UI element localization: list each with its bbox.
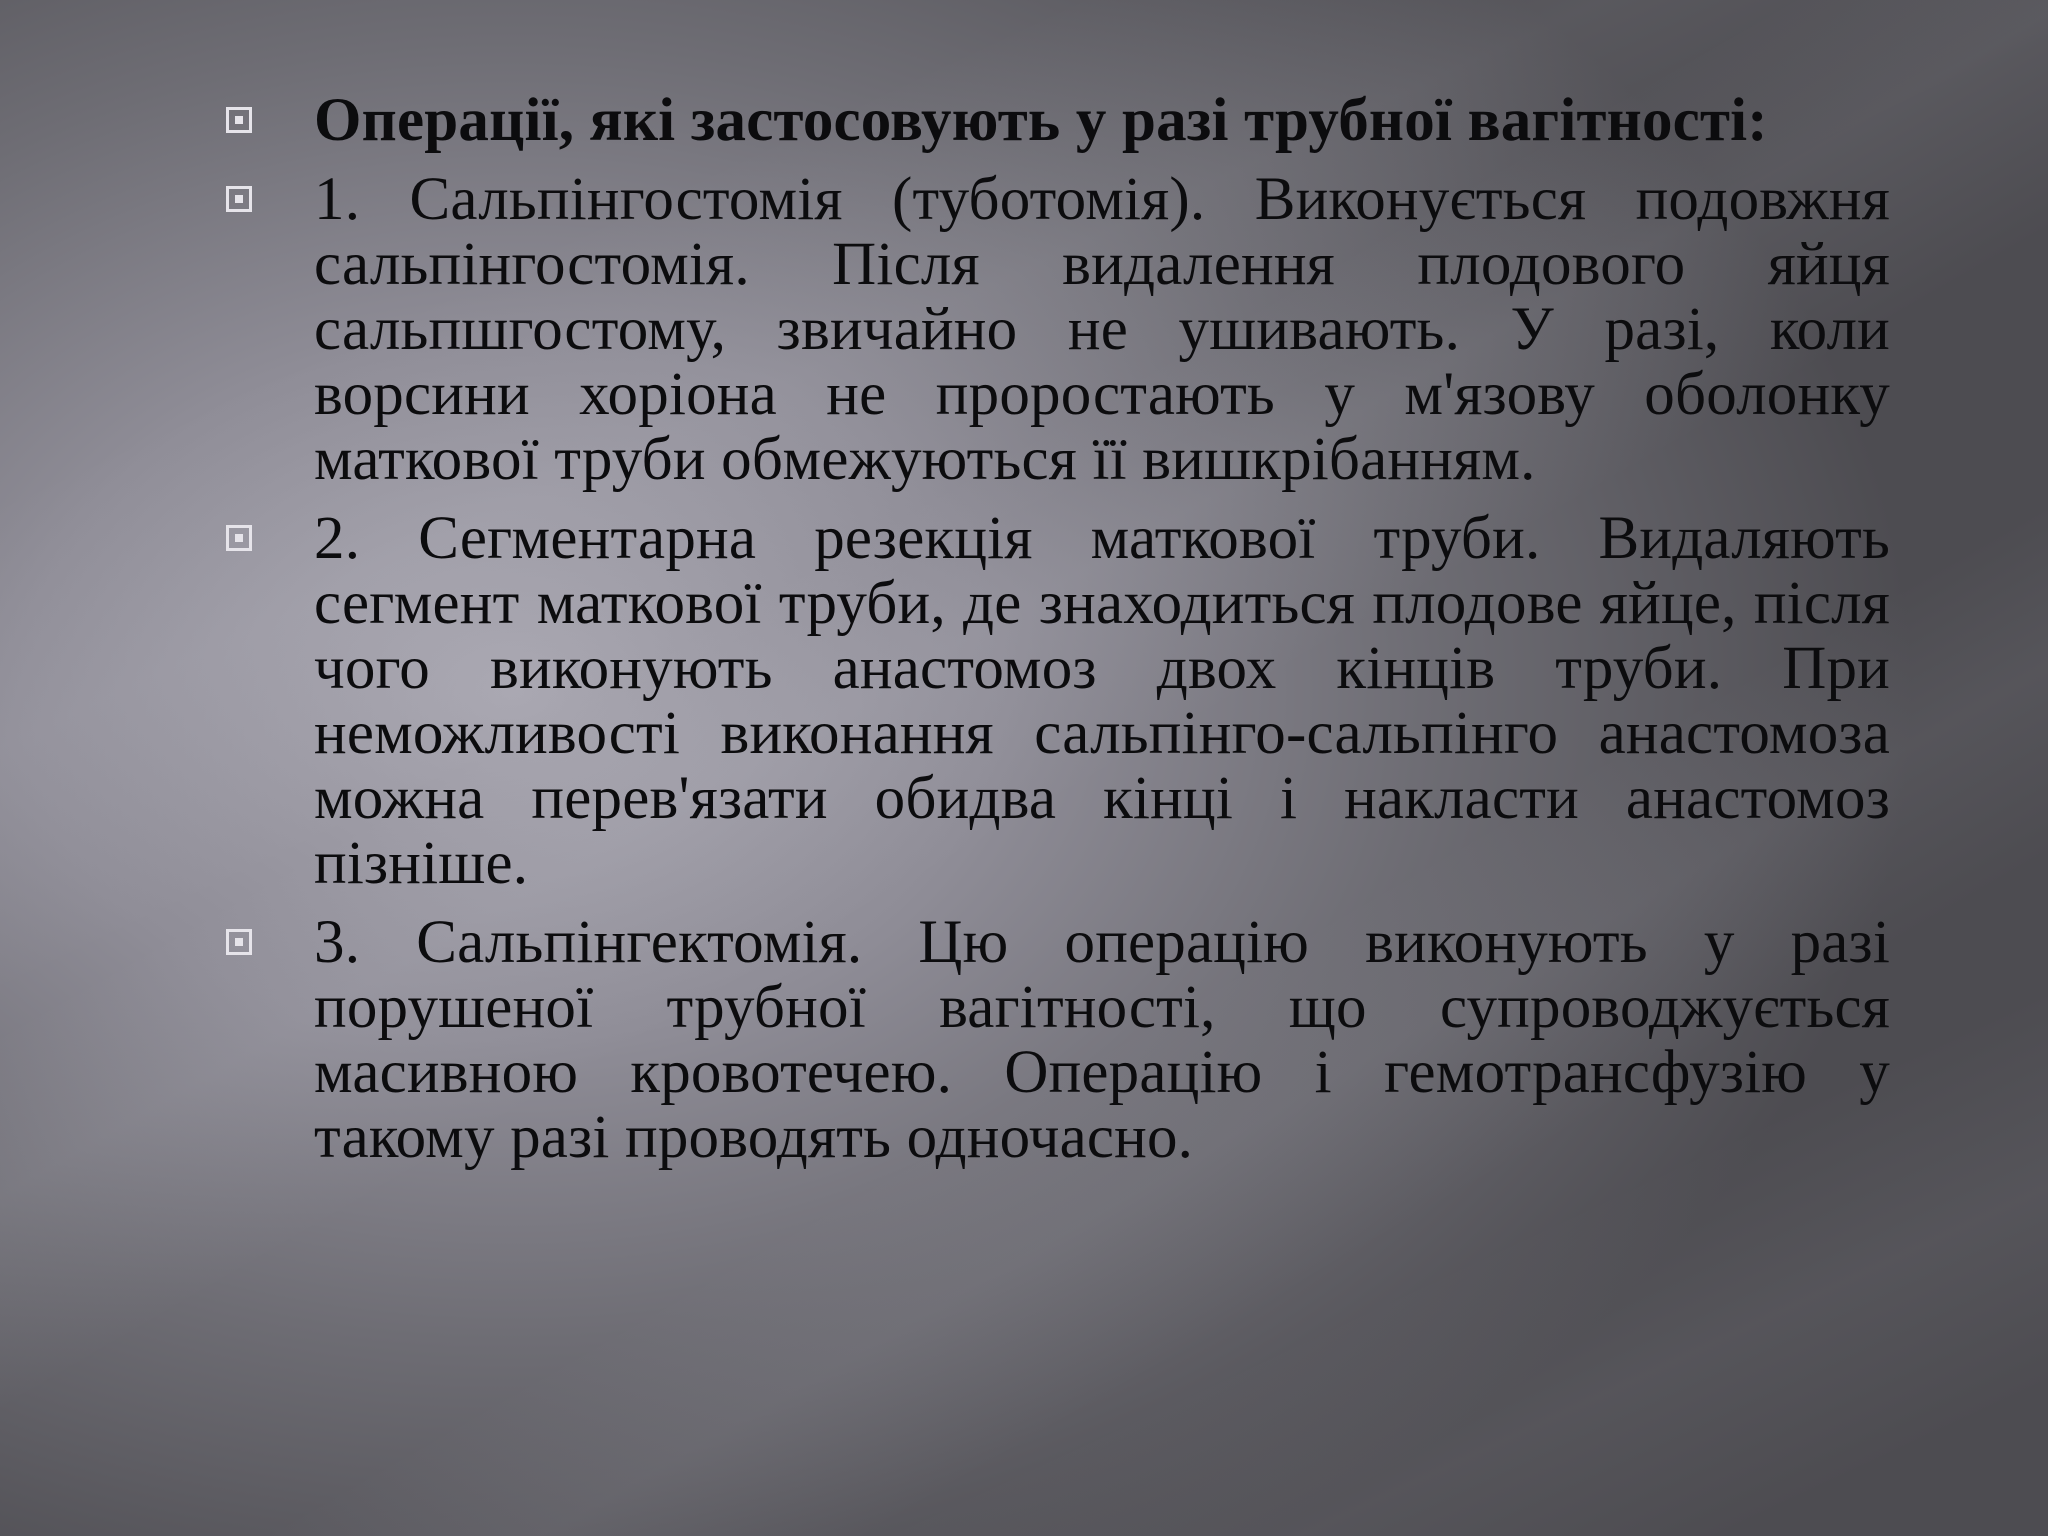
bullet-item-2 [220, 167, 1890, 492]
square-bullet-icon [226, 186, 252, 212]
square-bullet-icon [226, 525, 252, 551]
bullet-text-segmental-resection: 2. Сегментарна резекція маткової труби. Видаляють сегмент маткової труби, де знаходиться плодове яйце, після чого виконують анастомоз двох кінців труби. При неможливості виконання сальпінго-сальпінго анастомоза можна перев'язати обидва кінці і накласти анастомоз пізніше. [314, 505, 1890, 897]
square-bullet-icon [226, 929, 252, 955]
marker [220, 506, 314, 570]
bullet-text-salpingectomy: 3. Сальпінгектомія. Цю операцію виконують у разі порушеної трубної вагітності, що супроводжується масивною кровотечею. Операцію і гемотрансфузію у такому разі проводять одночасно. [314, 909, 1890, 1171]
bullet-item-1 [220, 88, 1890, 153]
bullet-text-salpingostomy: 1. Сальпінгостомія (туботомія). Виконується подовжня сальпінгостомія. Після видалення плодового яйця сальпшгостому, звичайно не ушивають. У разі, коли ворсини хоріона не проростають у м'язову оболонку маткової труби обмежуються її вишкрібанням. [314, 166, 1890, 493]
square-bullet-icon [226, 107, 252, 133]
marker [220, 167, 314, 231]
bullet-text-heading: Операції, які застосовують у разі трубної вагітності: [314, 87, 1768, 154]
bullet-list [220, 88, 1890, 1184]
marker [220, 88, 314, 152]
bullet-item-3 [220, 506, 1890, 896]
bullet-item-4 [220, 910, 1890, 1170]
marker [220, 910, 314, 974]
